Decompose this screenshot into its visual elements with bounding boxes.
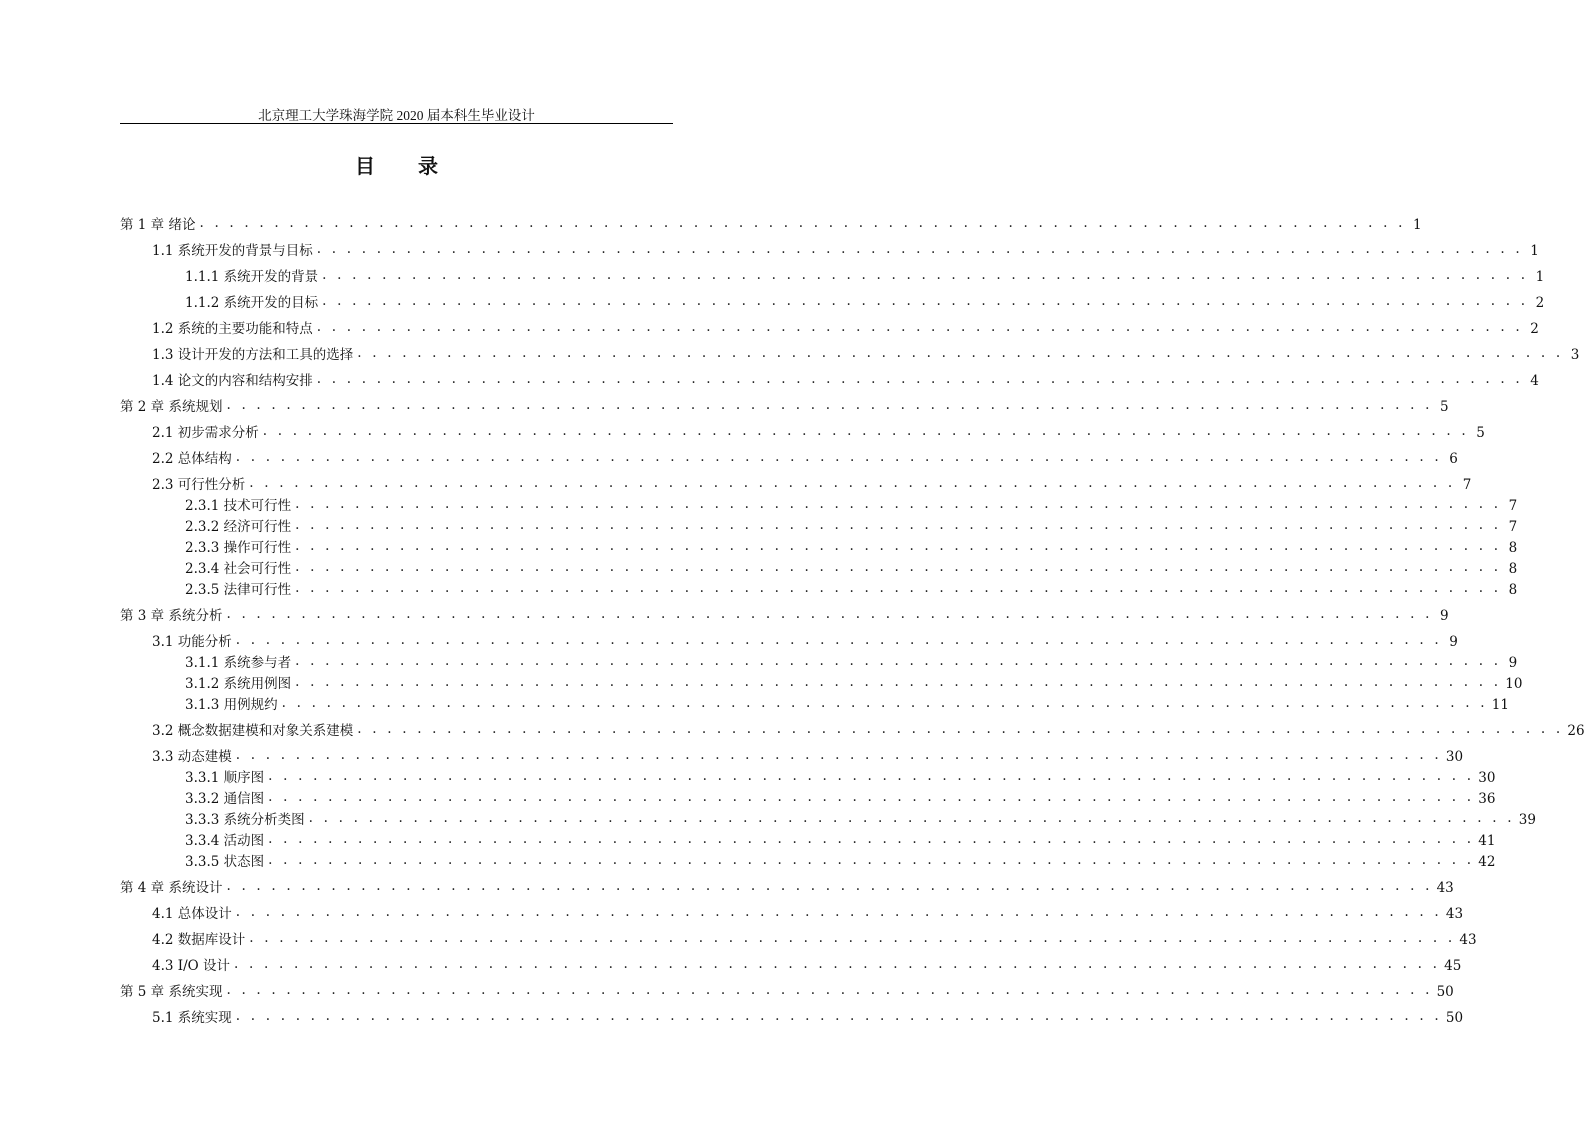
toc-entry-title: 2.3.2 经济可行性 [185,519,292,535]
toc-entry[interactable] [120,650,1518,671]
toc-entry[interactable] [120,535,1518,556]
toc-entry-title: 3.3.5 状态图 [185,854,265,870]
toc-entry-title: 2.1 初步需求分析 [152,425,259,441]
toc-entry[interactable] [120,1000,1464,1026]
dot-leader: . . . . . . . . . . . . . . . . . . . . . . . . . . . . . . . . . . . . . . . . . . . . . . . . . . . . . . . . . . . . . . . . . . . . . . . . . . . . . . . . . [235,448,1442,465]
toc-entry[interactable] [120,807,1536,828]
toc-entry-title: 2.3.4 社会可行性 [185,561,292,577]
toc-entry[interactable] [120,849,1496,870]
toc-entry-page-number: 9 [1439,608,1449,624]
table-of-contents [120,207,1585,1026]
toc-entry[interactable] [120,598,1449,624]
toc-entry[interactable] [120,624,1458,650]
toc-entry[interactable] [120,207,1422,233]
toc-entry[interactable] [120,415,1485,441]
toc-entry-page-number: 26 [1567,723,1585,739]
toc-entry-title: 1.1.2 系统开发的目标 [185,295,319,311]
toc-entry-page-number: 2 [1530,321,1539,337]
toc-entry-page-number: 11 [1491,697,1509,713]
dot-leader: . . . . . . . . . . . . . . . . . . . . . . . . . . . . . . . . . . . . . . . . . . . . . . . . . . . . . . . . . . . . . . . . . . . . . . . . . . . . . . . . . [226,396,1433,413]
toc-entry[interactable] [120,828,1496,849]
dot-leader: . . . . . . . . . . . . . . . . . . . . . . . . . . . . . . . . . . . . . . . . . . . . . . . . . . . . . . . . . . . . . . . . . . . . . . . . . . . . . . . . . [295,495,1502,512]
toc-entry[interactable] [120,739,1464,765]
toc-entry-page-number: 5 [1439,399,1449,415]
toc-entry-page-number: 30 [1445,749,1464,765]
toc-entry-page-number: 9 [1449,634,1458,650]
toc-entry[interactable] [120,713,1585,739]
toc-entry-page-number: 45 [1444,958,1462,974]
toc-entry-page-number: 7 [1508,519,1518,535]
toc-entry-title: 1.4 论文的内容和结构安排 [152,373,313,389]
dot-leader: . . . . . . . . . . . . . . . . . . . . . . . . . . . . . . . . . . . . . . . . . . . . . . . . . . . . . . . . . . . . . . . . . . . . . . . . . . . . . . . . . [235,1007,1442,1024]
toc-entry-page-number: 1 [1530,243,1539,259]
dot-leader: . . . . . . . . . . . . . . . . . . . . . . . . . . . . . . . . . . . . . . . . . . . . . . . . . . . . . . . . . . . . . . . . . . . . . . . . . . . . . . . . . [316,370,1523,387]
dot-leader: . . . . . . . . . . . . . . . . . . . . . . . . . . . . . . . . . . . . . . . . . . . . . . . . . . . . . . . . . . . . . . . . . . . . . . . . . . . . . . . . . [357,720,1564,737]
toc-entry[interactable] [120,441,1458,467]
toc-entry-title: 3.1.1 系统参与者 [185,655,292,671]
toc-entry-title: 1.3 设计开发的方法和工具的选择 [152,347,354,363]
toc-entry-title: 3.1 功能分析 [152,634,232,650]
dot-leader: . . . . . . . . . . . . . . . . . . . . . . . . . . . . . . . . . . . . . . . . . . . . . . . . . . . . . . . . . . . . . . . . . . . . . . . . . . . . . . . . . [268,851,1475,868]
toc-entry-title: 3.3.1 顺序图 [185,770,265,786]
dot-leader: . . . . . . . . . . . . . . . . . . . . . . . . . . . . . . . . . . . . . . . . . . . . . . . . . . . . . . . . . . . . . . . . . . . . . . . . . . . . . . . . . [281,694,1488,711]
toc-entry-title: 5.1 系统实现 [152,1010,232,1026]
dot-leader: . . . . . . . . . . . . . . . . . . . . . . . . . . . . . . . . . . . . . . . . . . . . . . . . . . . . . . . . . . . . . . . . . . . . . . . . . . . . . . . . . [295,673,1502,690]
toc-entry-page-number: 41 [1478,833,1496,849]
toc-entry-page-number: 36 [1478,791,1496,807]
toc-entry[interactable] [120,514,1518,535]
toc-entry-page-number: 43 [1436,880,1454,896]
toc-entry-page-number: 30 [1478,770,1496,786]
dot-leader: . . . . . . . . . . . . . . . . . . . . . . . . . . . . . . . . . . . . . . . . . . . . . . . . . . . . . . . . . . . . . . . . . . . . . . . . . . . . . . . . . [234,955,1441,972]
dot-leader: . . . . . . . . . . . . . . . . . . . . . . . . . . . . . . . . . . . . . . . . . . . . . . . . . . . . . . . . . . . . . . . . . . . . . . . . . . . . . . . . . [268,830,1475,847]
toc-entry-title: 2.3.1 技术可行性 [185,498,292,514]
toc-entry[interactable] [120,692,1509,713]
dot-leader: . . . . . . . . . . . . . . . . . . . . . . . . . . . . . . . . . . . . . . . . . . . . . . . . . . . . . . . . . . . . . . . . . . . . . . . . . . . . . . . . . [308,809,1515,826]
toc-entry-title: 2.2 总体结构 [152,451,232,467]
dot-leader: . . . . . . . . . . . . . . . . . . . . . . . . . . . . . . . . . . . . . . . . . . . . . . . . . . . . . . . . . . . . . . . . . . . . . . . . . . . . . . . . . [235,903,1442,920]
dot-leader: . . . . . . . . . . . . . . . . . . . . . . . . . . . . . . . . . . . . . . . . . . . . . . . . . . . . . . . . . . . . . . . . . . . . . . . . . . . . . . . . . [199,214,1406,231]
toc-entry-title: 4.3 I/O 设计 [152,958,231,974]
toc-entry-title: 3.3.2 通信图 [185,791,265,807]
toc-entry-page-number: 10 [1505,676,1523,692]
toc-entry[interactable] [120,389,1449,415]
toc-entry-title: 3.2 概念数据建模和对象关系建模 [152,723,354,739]
dot-leader: . . . . . . . . . . . . . . . . . . . . . . . . . . . . . . . . . . . . . . . . . . . . . . . . . . . . . . . . . . . . . . . . . . . . . . . . . . . . . . . . . [262,422,1469,439]
dot-leader: . . . . . . . . . . . . . . . . . . . . . . . . . . . . . . . . . . . . . . . . . . . . . . . . . . . . . . . . . . . . . . . . . . . . . . . . . . . . . . . . . [316,240,1523,257]
toc-entry-title: 第 1 章 绪论 [120,217,196,233]
toc-entry-page-number: 2 [1535,295,1545,311]
dot-leader: . . . . . . . . . . . . . . . . . . . . . . . . . . . . . . . . . . . . . . . . . . . . . . . . . . . . . . . . . . . . . . . . . . . . . . . . . . . . . . . . . [249,474,1456,491]
toc-entry[interactable] [120,786,1496,807]
dot-leader: . . . . . . . . . . . . . . . . . . . . . . . . . . . . . . . . . . . . . . . . . . . . . . . . . . . . . . . . . . . . . . . . . . . . . . . . . . . . . . . . . [226,605,1433,622]
toc-entry-page-number: 6 [1449,451,1458,467]
toc-entry-page-number: 4 [1530,373,1539,389]
toc-entry[interactable] [120,493,1518,514]
toc-entry[interactable] [120,922,1477,948]
dot-leader: . . . . . . . . . . . . . . . . . . . . . . . . . . . . . . . . . . . . . . . . . . . . . . . . . . . . . . . . . . . . . . . . . . . . . . . . . . . . . . . . . [226,877,1433,894]
toc-entry-title: 第 2 章 系统规划 [120,399,223,415]
dot-leader: . . . . . . . . . . . . . . . . . . . . . . . . . . . . . . . . . . . . . . . . . . . . . . . . . . . . . . . . . . . . . . . . . . . . . . . . . . . . . . . . . [322,292,1529,309]
running-header: 北京理工大学珠海学院 2020 届本科生毕业设计 [258,108,535,123]
header-rule [120,123,673,124]
toc-entry[interactable] [120,556,1518,577]
dot-leader: . . . . . . . . . . . . . . . . . . . . . . . . . . . . . . . . . . . . . . . . . . . . . . . . . . . . . . . . . . . . . . . . . . . . . . . . . . . . . . . . . [249,929,1456,946]
toc-entry-page-number: 43 [1459,932,1477,948]
toc-entry[interactable] [120,259,1545,285]
toc-entry[interactable] [120,671,1523,692]
toc-entry[interactable] [120,974,1454,1000]
dot-leader: . . . . . . . . . . . . . . . . . . . . . . . . . . . . . . . . . . . . . . . . . . . . . . . . . . . . . . . . . . . . . . . . . . . . . . . . . . . . . . . . . [357,344,1564,361]
toc-entry-title: 1.1.1 系统开发的背景 [185,269,319,285]
toc-entry[interactable] [120,896,1464,922]
toc-entry[interactable] [120,337,1580,363]
toc-entry-title: 第 4 章 系统设计 [120,880,223,896]
toc-entry-page-number: 7 [1508,498,1518,514]
dot-leader: . . . . . . . . . . . . . . . . . . . . . . . . . . . . . . . . . . . . . . . . . . . . . . . . . . . . . . . . . . . . . . . . . . . . . . . . . . . . . . . . . [268,788,1475,805]
dot-leader: . . . . . . . . . . . . . . . . . . . . . . . . . . . . . . . . . . . . . . . . . . . . . . . . . . . . . . . . . . . . . . . . . . . . . . . . . . . . . . . . . [295,579,1502,596]
toc-entry-page-number: 1 [1535,269,1545,285]
toc-entry-title: 第 3 章 系统分析 [120,608,223,624]
toc-entry-page-number: 1 [1412,217,1422,233]
toc-entry-page-number: 8 [1508,582,1518,598]
dot-leader: . . . . . . . . . . . . . . . . . . . . . . . . . . . . . . . . . . . . . . . . . . . . . . . . . . . . . . . . . . . . . . . . . . . . . . . . . . . . . . . . . [235,746,1442,763]
toc-entry-title: 3.3.3 系统分析类图 [185,812,305,828]
toc-entry-title: 3.1.2 系统用例图 [185,676,292,692]
toc-entry[interactable] [120,311,1539,337]
dot-leader: . . . . . . . . . . . . . . . . . . . . . . . . . . . . . . . . . . . . . . . . . . . . . . . . . . . . . . . . . . . . . . . . . . . . . . . . . . . . . . . . . [235,631,1442,648]
toc-entry-title: 2.3 可行性分析 [152,477,246,493]
toc-entry-title: 4.2 数据库设计 [152,932,246,948]
toc-entry-title: 3.3 动态建模 [152,749,232,765]
toc-entry-title: 1.1 系统开发的背景与目标 [152,243,313,259]
toc-entry[interactable] [120,285,1545,311]
dot-leader: . . . . . . . . . . . . . . . . . . . . . . . . . . . . . . . . . . . . . . . . . . . . . . . . . . . . . . . . . . . . . . . . . . . . . . . . . . . . . . . . . [295,558,1502,575]
toc-entry[interactable] [120,363,1539,389]
dot-leader: . . . . . . . . . . . . . . . . . . . . . . . . . . . . . . . . . . . . . . . . . . . . . . . . . . . . . . . . . . . . . . . . . . . . . . . . . . . . . . . . . [295,652,1502,669]
toc-entry-page-number: 50 [1436,984,1454,1000]
toc-entry-page-number: 9 [1508,655,1518,671]
toc-entry-page-number: 43 [1445,906,1464,922]
toc-entry[interactable] [120,870,1454,896]
toc-entry-title: 2.3.5 法律可行性 [185,582,292,598]
toc-entry[interactable] [120,948,1462,974]
toc-entry[interactable] [120,233,1539,259]
toc-entry-page-number: 50 [1445,1010,1464,1026]
toc-entry-title: 3.3.4 活动图 [185,833,265,849]
toc-entry-title: 3.1.3 用例规约 [185,697,278,713]
toc-entry-page-number: 8 [1508,540,1518,556]
toc-entry-page-number: 7 [1462,477,1472,493]
toc-entry-page-number: 8 [1508,561,1518,577]
dot-leader: . . . . . . . . . . . . . . . . . . . . . . . . . . . . . . . . . . . . . . . . . . . . . . . . . . . . . . . . . . . . . . . . . . . . . . . . . . . . . . . . . [226,981,1433,998]
dot-leader: . . . . . . . . . . . . . . . . . . . . . . . . . . . . . . . . . . . . . . . . . . . . . . . . . . . . . . . . . . . . . . . . . . . . . . . . . . . . . . . . . [322,266,1529,283]
toc-entry-page-number: 5 [1476,425,1485,441]
toc-entry-title: 1.2 系统的主要功能和特点 [152,321,313,337]
dot-leader: . . . . . . . . . . . . . . . . . . . . . . . . . . . . . . . . . . . . . . . . . . . . . . . . . . . . . . . . . . . . . . . . . . . . . . . . . . . . . . . . . [295,537,1502,554]
toc-entry-title: 2.3.3 操作可行性 [185,540,292,556]
toc-entry-title: 4.1 总体设计 [152,906,232,922]
toc-entry[interactable] [120,577,1518,598]
toc-entry-page-number: 42 [1478,854,1496,870]
dot-leader: . . . . . . . . . . . . . . . . . . . . . . . . . . . . . . . . . . . . . . . . . . . . . . . . . . . . . . . . . . . . . . . . . . . . . . . . . . . . . . . . . [295,516,1502,533]
dot-leader: . . . . . . . . . . . . . . . . . . . . . . . . . . . . . . . . . . . . . . . . . . . . . . . . . . . . . . . . . . . . . . . . . . . . . . . . . . . . . . . . . [316,318,1523,335]
dot-leader: . . . . . . . . . . . . . . . . . . . . . . . . . . . . . . . . . . . . . . . . . . . . . . . . . . . . . . . . . . . . . . . . . . . . . . . . . . . . . . . . . [268,767,1475,784]
toc-entry[interactable] [120,765,1496,786]
toc-entry-page-number: 3 [1570,347,1580,363]
toc-entry-page-number: 39 [1518,812,1536,828]
toc-entry-title: 第 5 章 系统实现 [120,984,223,1000]
page-title: 目 录 [355,154,456,178]
toc-entry[interactable] [120,467,1472,493]
